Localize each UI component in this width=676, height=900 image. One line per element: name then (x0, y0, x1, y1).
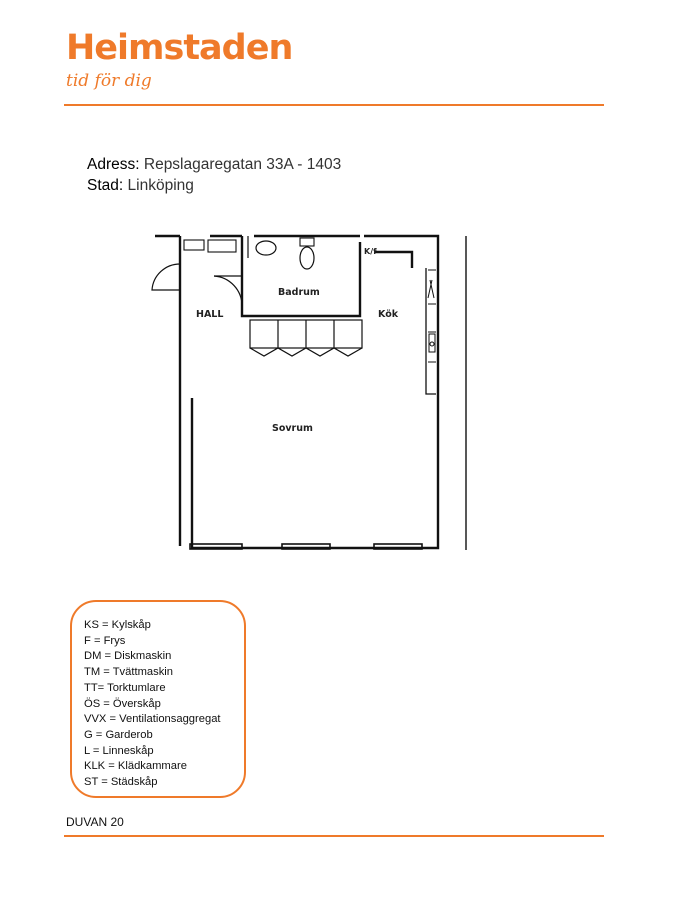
legend-item: F = Frys (84, 634, 126, 647)
city-line (87, 176, 194, 196)
wardrobe-block (250, 320, 362, 356)
kitchen-counter (426, 268, 436, 394)
address-value: Repslagaregatan 33A - 1403 (143, 156, 342, 173)
room-label-badrum: Badrum (278, 287, 320, 298)
legend-item: VVX = Ventilationsaggregat (84, 713, 221, 726)
legend-item: KS = Kylskåp (84, 619, 151, 631)
legend-item: TM = Tvättmaskin (84, 666, 174, 679)
legend-item: KLK = Klädkammare (84, 760, 187, 773)
floor-plan (150, 228, 472, 553)
header-divider (64, 104, 604, 106)
kitchen-partition (375, 252, 412, 268)
legend-list (84, 618, 221, 791)
city-value: Linköping (127, 177, 194, 194)
room-label-hall: HALL (196, 309, 224, 320)
bathroom-wall (242, 236, 360, 316)
sink-icon (256, 241, 276, 255)
entrance-door (152, 264, 180, 290)
legend-item: ÖS = Överskåp (84, 697, 161, 710)
room-label-sovrum: Sovrum (272, 423, 313, 434)
footer-divider (64, 835, 604, 837)
legend-item: DM = Diskmaskin (84, 650, 172, 663)
legend-item: ST = Städskåp (84, 776, 158, 789)
brand-tagline: tid för dig (66, 71, 152, 91)
bathroom-door (214, 276, 242, 306)
legend-item: TT= Torktumlare (84, 681, 166, 694)
footer-code: DUVAN 20 (66, 815, 124, 829)
wall-top-kitchen (192, 236, 438, 548)
legend-item: L = Linneskåp (84, 744, 154, 757)
city-label: Stad: (87, 177, 124, 194)
kitchen-appliances (428, 280, 435, 352)
legend-item: G = Garderob (84, 728, 153, 741)
address-line (87, 155, 341, 175)
windows (190, 544, 422, 549)
fridge-mark: K/f (364, 247, 377, 256)
brand-logo: Heimstaden (66, 28, 293, 68)
room-label-kok: Kök (378, 309, 399, 320)
toilet-icon (300, 247, 314, 269)
address-label: Adress: (87, 156, 140, 173)
